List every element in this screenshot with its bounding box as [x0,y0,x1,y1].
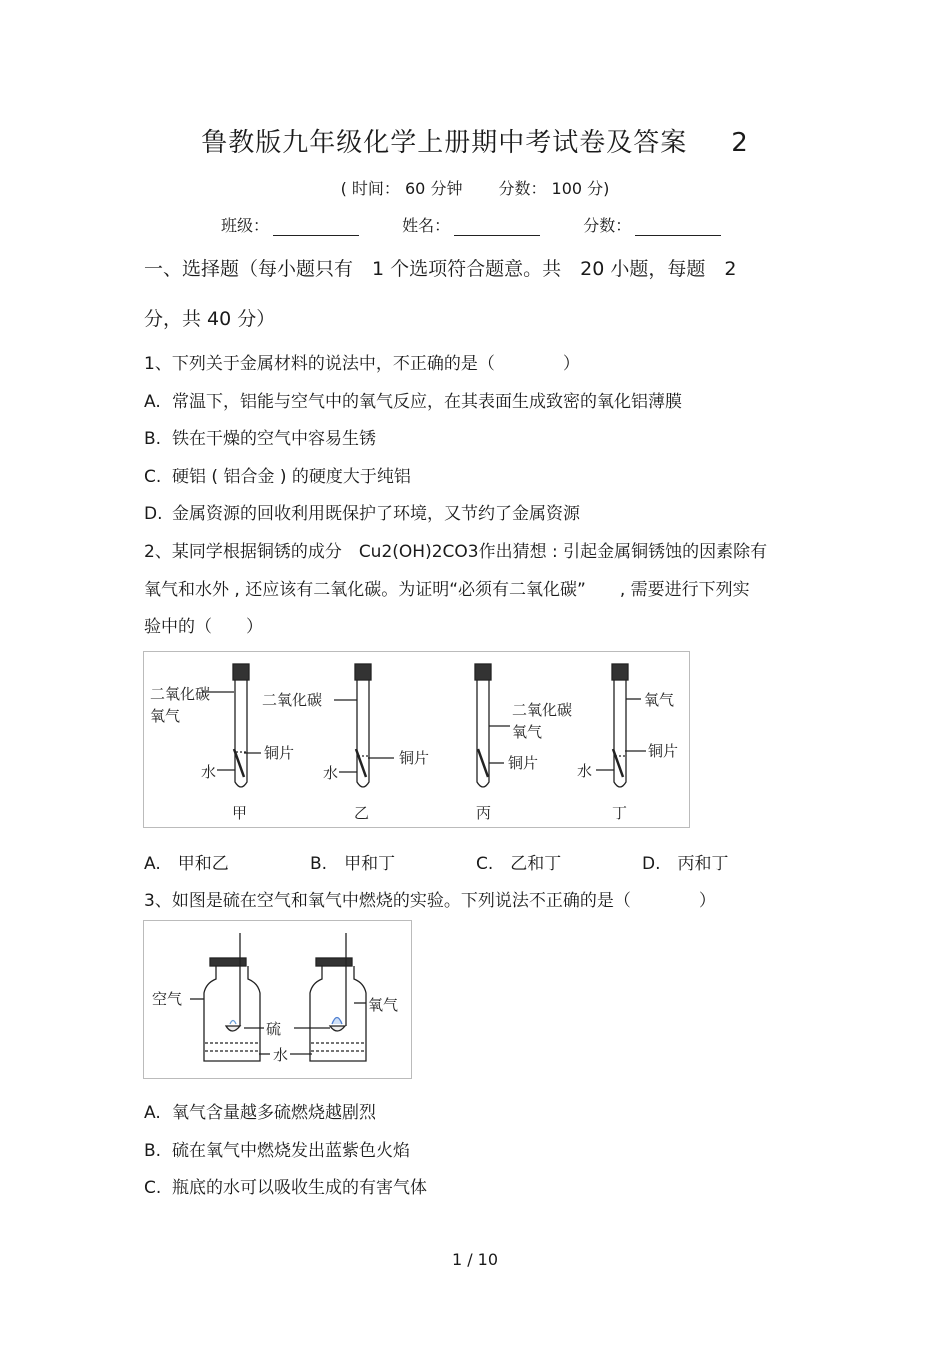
class-blank[interactable] [273,217,359,236]
label-o2: 氧气 [644,691,675,709]
label-sulfur: 硫 [266,1020,282,1038]
jar-oxygen [310,933,366,1061]
label-o2: 氧气 [150,707,181,725]
q1-option-b [144,424,376,449]
label-co2: 二氧化碳 [262,691,323,709]
score-blank[interactable] [635,217,721,236]
title-number: 2 [731,128,749,158]
label-copper: 铜片 [508,754,539,772]
label-water: 水 [273,1046,289,1064]
q2-option-a: A. 甲和乙 [144,854,229,874]
class-field [221,213,359,236]
tube-yi [334,664,394,787]
q1-option-c [144,462,411,487]
option-text: 常温下，铝能与空气中的氧气反应，在其表面生成致密的氧化铝薄膜 [172,392,682,412]
score-label: 分数： [583,216,632,235]
q2-stem-line1: 2、某同学根据铜锈的成分 Cu2(OH)2CO3作出猜想 : 引起金属铜锈蚀的因素除有 [144,542,768,562]
label-copper: 铜片 [264,744,295,762]
name-field [402,213,540,236]
q2-stem-line2: 氧气和水外 , 还应该有二氧化碳。为证明“必须有二氧化碳” , 需要进行下列实 [144,580,750,600]
q2-options [144,849,784,874]
option-letter: D. [144,504,163,524]
name-blank[interactable] [454,217,540,236]
tube-name-ding: 丁 [612,804,628,822]
option-letter: B. [144,1141,162,1161]
option-text: 硫在氧气中燃烧发出蓝紫色火焰 [172,1141,410,1161]
page-number: 1 / 10 [451,1250,499,1269]
sulfur-combustion-figure [143,920,412,1079]
label-water: 水 [577,762,593,780]
label-copper: 铜片 [648,742,679,760]
label-air: 空气 [152,990,183,1008]
option-letter: A. [144,1103,161,1123]
section-heading-line2: 分，共 40 分） [144,308,276,330]
class-label: 班级： [221,216,270,235]
q1-option-a [144,387,682,412]
q3-stem: 3、如图是硫在空气和氧气中燃烧的实验。下列说法不正确的是（ ） [144,891,716,911]
label-co2: 二氧化碳 [512,701,573,719]
q1-option-d [144,499,580,524]
q2-option-d: D. 丙和丁 [642,854,729,874]
option-letter: A. [144,392,161,412]
q3-option-b [144,1136,410,1161]
jar-air [190,933,260,1061]
option-text: 硬铝 ( 铝合金 ) 的硬度大于纯铝 [172,467,411,487]
exam-info [0,176,950,199]
tube-name-yi: 乙 [354,804,370,822]
option-letter: C. [144,467,162,487]
test-tubes-diagram [144,652,689,827]
jars-diagram [144,921,411,1078]
tube-name-bing: 丙 [476,804,492,822]
q2-stem-line3: 验中的（ ） [144,617,263,637]
q3-option-c [144,1173,427,1198]
label-water: 水 [201,763,217,781]
name-label: 姓名： [402,216,451,235]
section-heading-line1: 一、选择题（每小题只有 1 个选项符合题意。共 20 小题，每题 2 [144,258,737,280]
q3-option-a [144,1098,376,1123]
student-fields [221,213,759,236]
label-water: 水 [323,764,339,782]
copper-rust-figure [143,651,690,828]
tube-ding [596,664,646,787]
label-oxygen: 氧气 [368,996,399,1014]
option-text: 铁在干燥的空气中容易生锈 [172,429,376,449]
option-text: 氧气含量越多硫燃烧越剧烈 [172,1103,376,1123]
title-text: 鲁教版九年级化学上册期中考试卷及答案 [201,128,688,158]
page-title [0,122,950,159]
score-info: 分数： 100 分) [498,179,610,198]
label-o2: 氧气 [512,723,543,741]
q1-stem: 1、下列关于金属材料的说法中，不正确的是（ ） [144,354,580,374]
option-text: 金属资源的回收利用既保护了环境，又节约了金属资源 [172,504,580,524]
option-text: 瓶底的水可以吸收生成的有害气体 [172,1178,427,1198]
option-letter: B. [144,429,162,449]
label-co2: 二氧化碳 [150,685,211,703]
label-copper: 铜片 [399,749,430,767]
q2-option-c: C. 乙和丁 [476,854,562,874]
tube-name-jia: 甲 [232,804,248,822]
time-info: ( 时间： 60 分钟 [340,179,463,198]
tube-bing [475,664,510,787]
score-field [583,213,721,236]
option-letter: C. [144,1178,162,1198]
q2-option-b: B. 甲和丁 [310,854,396,874]
